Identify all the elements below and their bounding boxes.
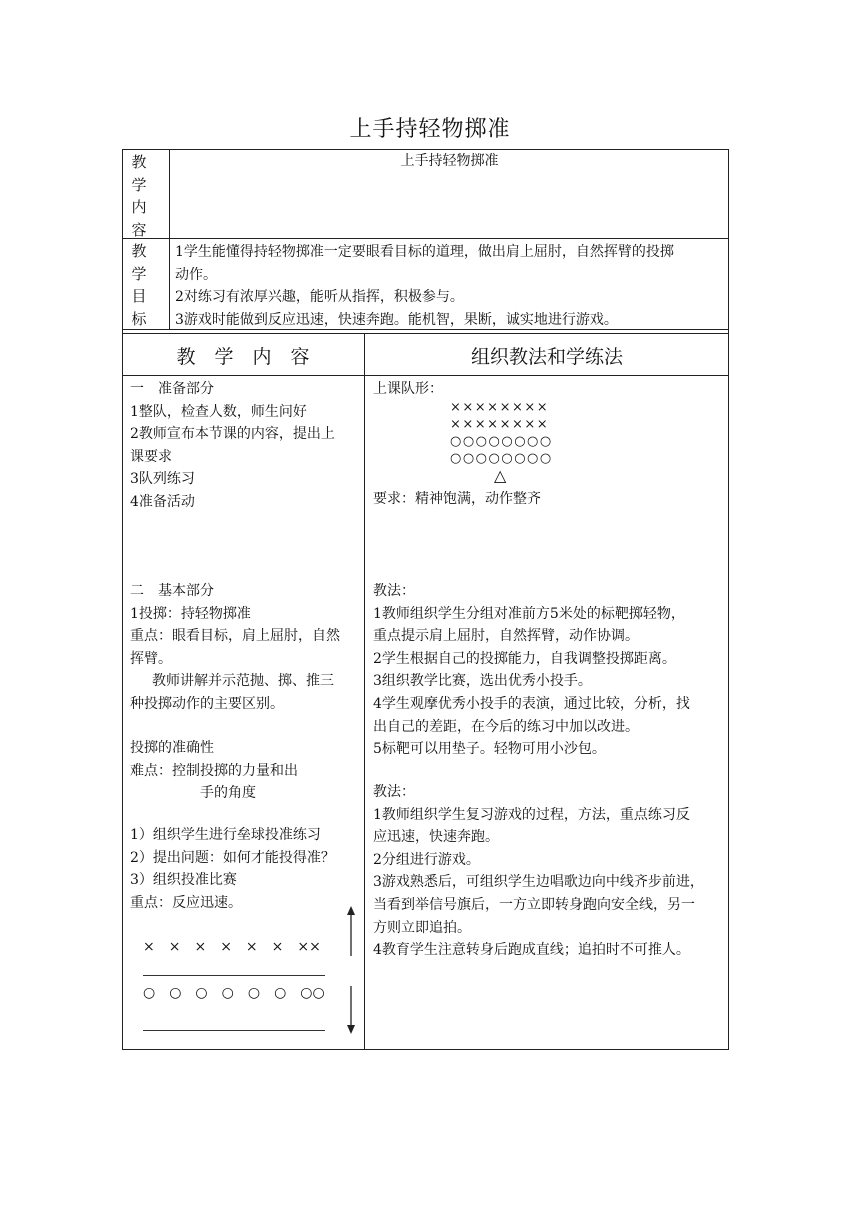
- text-line: 1整队，检查人数，师生问好: [130, 403, 307, 420]
- text-line: 2教师宣布本节课的内容，提出上: [130, 426, 335, 443]
- down-arrow-icon: [344, 986, 358, 1034]
- text-line: 5标靶可以用垫子。轻物可用小沙包。: [373, 741, 606, 758]
- label-char: 教: [131, 242, 147, 260]
- document-title: 上手持轻物掷准: [349, 117, 511, 142]
- goals-label: [128, 240, 150, 330]
- method-title: 教法：: [373, 784, 415, 800]
- goal-line: 1学生能懂得持轻物掷准一定要眼看目标的道理，做出肩上屈肘，自然挥臂的投掷: [175, 244, 674, 260]
- text-line: 手的角度: [200, 785, 256, 802]
- text-line: 教师讲解并示范抛、掷、推三: [152, 673, 334, 690]
- class-formation: [450, 399, 553, 467]
- prep-section: [130, 378, 360, 514]
- safety-line: [143, 1030, 325, 1031]
- text-line: 2学生根据自己的投掷能力，自我调整投掷距离。: [373, 650, 676, 667]
- text-line: 难点：控制投掷的力量和出: [130, 762, 298, 779]
- content-label: [128, 151, 150, 241]
- text-line: 4教育学生注意转身后跑成直线；追拍时不可推人。: [373, 942, 690, 959]
- text-line: 挥臂。: [130, 650, 172, 667]
- text-line: 重点提示肩上屈肘，自然挥臂，动作协调。: [373, 628, 639, 645]
- method-1: [373, 580, 725, 761]
- label-char: 学: [131, 264, 147, 283]
- text-line: 一 准备部分: [130, 381, 214, 397]
- cross-team-row: × × × × × × ××: [143, 939, 321, 955]
- basic-section: [130, 580, 360, 716]
- goal-line: 2对练习有浓厚兴趣，能听从指挥，积极参与。: [175, 289, 464, 306]
- label-char: 容: [131, 220, 147, 239]
- text-line: 2）提出问题：如何才能投得准？: [130, 849, 335, 866]
- main-column-divider: [364, 333, 365, 1050]
- row-divider: [122, 375, 729, 376]
- text-line: 3队列练习: [130, 471, 195, 488]
- row-divider: [122, 333, 729, 334]
- center-line: [143, 975, 325, 976]
- text-line: 二 基本部分: [130, 583, 214, 599]
- steps-section: [130, 824, 360, 914]
- goal-line: 3游戏时能做到反应迅速，快速奔跑。能机智，果断，诚实地进行游戏。: [175, 311, 618, 328]
- text-line: 3游戏熟悉后，可组织学生边唱歌边向中线齐步前进，: [373, 874, 704, 891]
- text-line: 重点：眼看目标，肩上屈肘，自然: [130, 628, 340, 645]
- label-char: 内: [131, 198, 147, 216]
- text-line: 3）组织投准比赛: [130, 872, 237, 889]
- row-divider: [122, 238, 729, 239]
- text-line: 3组织教学比赛，选出优秀小投手。: [373, 673, 592, 690]
- text-line: 1教师组织学生复习游戏的过程，方法，重点练习反: [373, 806, 690, 823]
- text-line: 2分组进行游戏。: [373, 851, 480, 868]
- text-line: 投掷的准确性: [130, 740, 214, 756]
- text-line: 4准备活动: [130, 493, 195, 510]
- text-line: 方则立即追拍。: [373, 919, 471, 936]
- accuracy-section: [130, 737, 360, 805]
- goal-line: 动作。: [175, 266, 217, 283]
- text-line: 1教师组织学生分组对准前方5米处的标靶掷轻物，: [373, 605, 685, 622]
- text-line: 出自己的差距，在今后的练习中加以改进。: [373, 718, 639, 735]
- method-title: 教法：: [373, 583, 415, 599]
- label-column-divider: [169, 149, 170, 329]
- text-line: 1）组织学生进行垒球投准练习: [130, 827, 321, 843]
- text-line: 当看到举信号旗后，一方立即转身跑向安全线，另一: [373, 896, 695, 913]
- label-char: 目: [131, 287, 147, 305]
- circle-team-row: ○ ○ ○ ○ ○ ○ ○○: [143, 985, 325, 1001]
- text-line: 4学生观摩优秀小投手的表演，通过比较，分析，找: [373, 695, 690, 712]
- text-line: 应迅速，快速奔跑。: [373, 829, 499, 846]
- label-char: 标: [131, 309, 147, 328]
- formation-requirement: 要求：精神饱满，动作整齐: [373, 491, 541, 507]
- text-line: 种投掷动作的主要区别。: [130, 695, 284, 712]
- formation-label: 上课队形：: [373, 381, 443, 397]
- teacher-position-mark: △: [494, 466, 507, 485]
- label-char: 教: [131, 153, 147, 171]
- formation-row: ××××××××: [450, 417, 550, 432]
- text-line: 1投掷：持轻物掷准: [130, 605, 251, 622]
- content-text: 上手持轻物掷准: [400, 153, 499, 169]
- left-column-header: 教 学 内 容: [176, 346, 310, 368]
- text-line: 课要求: [130, 448, 172, 465]
- method-2: [373, 781, 725, 962]
- up-arrow-icon: [344, 906, 358, 956]
- formation-row: ××××××××: [450, 400, 550, 415]
- goals-text: [175, 241, 674, 331]
- formation-row: ○○○○○○○○: [450, 451, 553, 466]
- text-line: 重点：反应迅速。: [130, 894, 242, 911]
- formation-row: ○○○○○○○○: [450, 434, 553, 449]
- label-char: 学: [131, 175, 147, 194]
- right-column-header: 组织教法和学练法: [470, 346, 623, 368]
